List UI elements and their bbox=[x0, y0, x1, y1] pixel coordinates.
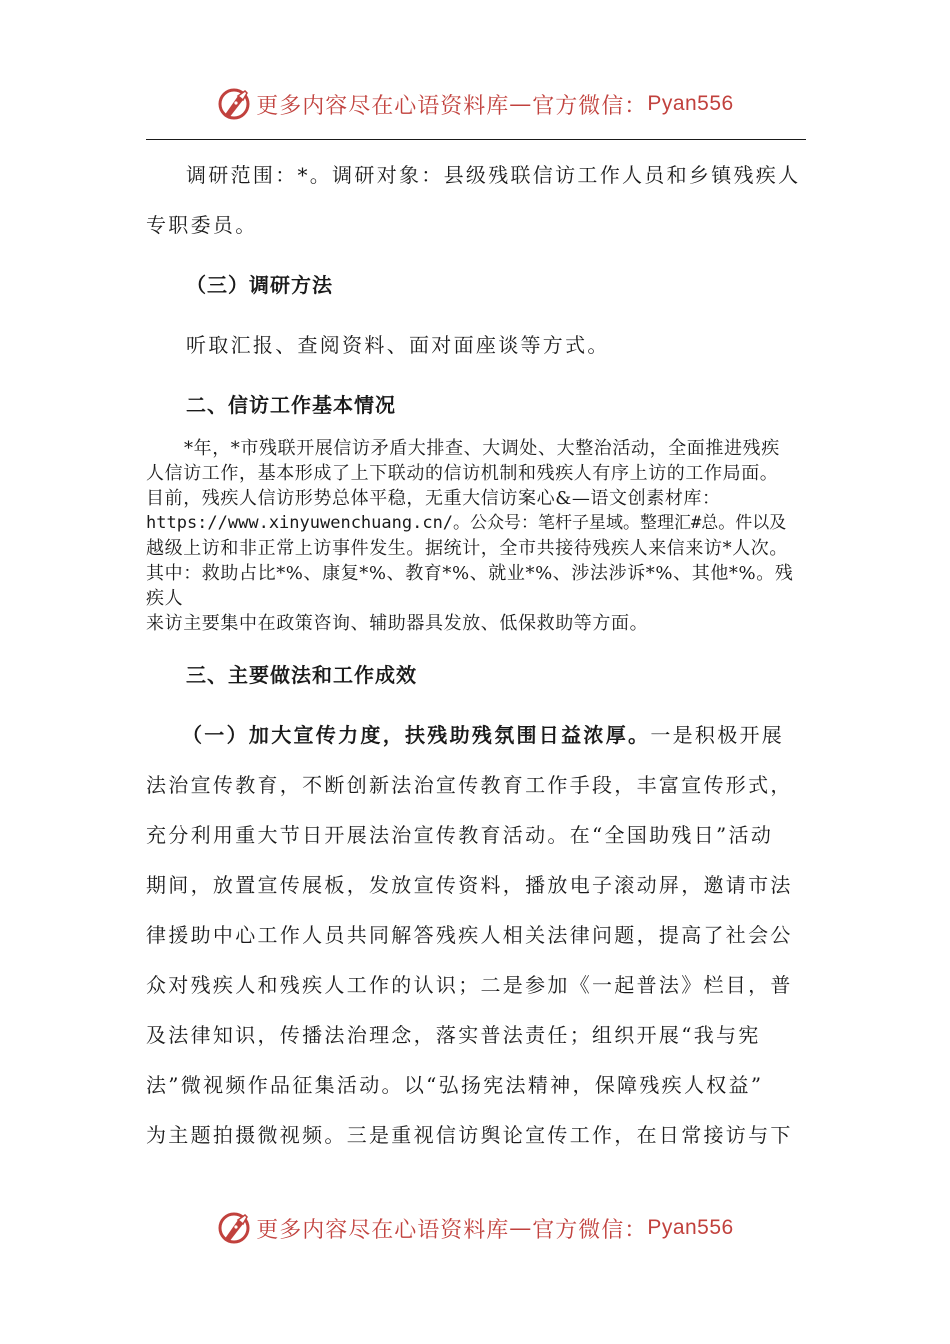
watermark-brand: 更多内容尽在心语资料库 bbox=[256, 1217, 510, 1243]
section-3-line: 法治宣传教育，不断创新法治宣传教育工作手段，丰富宣传形式， bbox=[146, 773, 793, 797]
section-3-line: 及法律知识，传播法治理念，落实普法责任；组织开展“我与宪 bbox=[146, 1023, 761, 1047]
watermark-wechat-id: Pyan556 bbox=[647, 92, 734, 115]
section-3-line: 法”微视频作品征集活动。以“弘扬宪法精神，保障残疾人权益” bbox=[146, 1073, 764, 1097]
header-watermark bbox=[0, 82, 950, 126]
section-3-line: 为主题拍摄微视频。三是重视信访舆论宣传工作，在日常接访与下 bbox=[146, 1123, 793, 1147]
watermark-wechat-id: Pyan556 bbox=[647, 1216, 734, 1239]
header-divider bbox=[146, 139, 806, 140]
section-3-line: 众对残疾人和残疾人工作的认识；二是参加《一起普法》栏目，普 bbox=[146, 973, 793, 997]
section-3-line: 律援助中心工作人员共同解答残疾人相关法律问题，提高了社会公 bbox=[146, 923, 793, 947]
method-paragraph: 听取汇报、查阅资料、面对面座谈等方式。 bbox=[186, 333, 610, 357]
section-3-lead: （一）加大宣传力度，扶残助残氛围日益浓厚。 bbox=[182, 723, 651, 747]
heading-method: （三）调研方法 bbox=[186, 273, 333, 297]
pen-nib-logo-icon bbox=[216, 86, 252, 122]
section-3-paragraph-line1 bbox=[146, 710, 806, 760]
scope-paragraph-line2: 专职委员。 bbox=[146, 213, 258, 237]
watermark-separator: — bbox=[509, 1215, 533, 1241]
dense-line: 其中：救助占比*%、康复*%、教育*%、就业*%、涉法涉诉*%、其他*%。残疾人 bbox=[146, 563, 794, 609]
dense-line: 越级上访和非正常上访事件发生。据统计，全市共接待残疾人来信来访*人次。 bbox=[146, 538, 788, 559]
watermark-brand: 更多内容尽在心语资料库 bbox=[256, 93, 510, 119]
dense-line: 人信访工作，基本形成了上下联动的信访机制和残疾人有序上访的工作局面。 bbox=[146, 463, 779, 484]
dense-line: *年，*市残联开展信访矛盾大排查、大调处、大整治活动，全面推进残疾 bbox=[184, 438, 780, 459]
dense-line-url: https://www.xinyuwenchuang.cn/。公众号：笔杆子星域。整理汇#总。件以及 bbox=[146, 513, 787, 533]
footer-watermark bbox=[0, 1206, 950, 1250]
watermark-separator: — bbox=[509, 91, 533, 117]
watermark-wechat-label: 官方微信： bbox=[532, 93, 648, 119]
section-2-paragraph bbox=[146, 436, 806, 636]
section-3-line-text: 一是积极开展 bbox=[650, 723, 785, 747]
section-3-line: 期间，放置宣传展板，发放宣传资料，播放电子滚动屏，邀请市法 bbox=[146, 873, 793, 897]
heading-section-3: 三、主要做法和工作成效 bbox=[186, 663, 417, 687]
scope-paragraph-line1: 调研范围：*。调研对象：县级残联信访工作人员和乡镇残疾人 bbox=[186, 163, 801, 187]
section-3-line: 充分利用重大节日开展法治宣传教育活动。在“全国助残日”活动 bbox=[146, 823, 774, 847]
dense-line: 来访主要集中在政策咨询、辅助器具发放、低保救助等方面。 bbox=[146, 613, 649, 634]
watermark-wechat-label: 官方微信： bbox=[532, 1217, 648, 1243]
heading-section-2: 二、信访工作基本情况 bbox=[186, 393, 396, 417]
pen-nib-logo-icon bbox=[216, 1210, 252, 1246]
document-body bbox=[146, 150, 806, 1160]
dense-line: 目前，残疾人信访形势总体平稳，无重大信访案心&—语文创素材库： bbox=[146, 488, 721, 509]
